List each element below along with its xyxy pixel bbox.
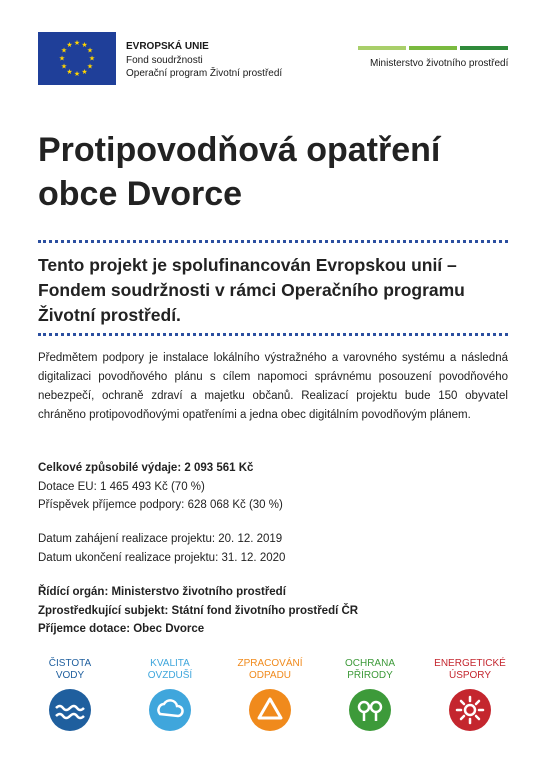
cofinancing-statement: Tento projekt je spolufinancován Evropskou unií – Fondem soudržnosti v rámci Operačního programu Životní prostředí. [38, 255, 465, 325]
icon-nature-protection [325, 658, 415, 732]
dotted-divider-top [38, 240, 508, 243]
total-costs: Celkové způsobilé výdaje: 2 093 561 Kč [38, 462, 254, 474]
page-title: Protipovodňová opatření obce Dvorce [38, 131, 441, 213]
start-date: Datum zahájení realizace projektu: 20. 12. 2019 [38, 533, 283, 545]
dotted-divider-bottom [38, 333, 508, 336]
icon-label: ČISTOTA VODY [48, 658, 92, 681]
water-icon [48, 688, 92, 732]
grant-recipient: Příjemce dotace: Obec Dvorce [38, 623, 205, 635]
priority-icons-row [25, 658, 517, 748]
dates-block [38, 530, 508, 567]
energy-icon [448, 688, 492, 732]
icon-label: ZPRACOVÁNÍ ODPADU [237, 658, 303, 681]
ministry-logo-bars [358, 46, 508, 50]
svg-text:★: ★ [81, 68, 88, 76]
fund-name: Fond soudržnosti [126, 54, 203, 66]
svg-text:★: ★ [86, 62, 94, 71]
eu-program-text [126, 40, 282, 81]
svg-text:★: ★ [60, 62, 68, 71]
recipient-contribution: Příspěvek příjemce podpory: 628 068 Kč (30 %) [38, 499, 283, 511]
eu-name: EVROPSKÁ UNIE [126, 41, 209, 52]
eu-subsidy: Dotace EU: 1 465 493 Kč (70 %) [38, 480, 205, 493]
ministry-name: Ministerstvo životního prostředí [370, 58, 509, 69]
ministry-bar-light [358, 46, 406, 50]
costs-block [38, 459, 508, 515]
bodies-block [38, 583, 508, 639]
svg-text:★: ★ [86, 46, 94, 55]
svg-text:★: ★ [73, 70, 81, 78]
svg-text:★: ★ [81, 41, 88, 49]
svg-text:★: ★ [88, 54, 96, 63]
end-date: Datum ukončení realizace projektu: 31. 12. 2020 [38, 551, 286, 564]
icon-energy-savings [425, 658, 515, 732]
svg-text:★: ★ [66, 68, 73, 76]
managing-authority: Řídící orgán: Ministerstvo životního prostředí [38, 586, 286, 598]
intermediary-body: Zprostředkující subjekt: Státní fond životního prostředí ČR [38, 604, 359, 617]
eu-flag-icon [38, 32, 116, 85]
icon-waste-processing [225, 658, 315, 732]
svg-text:★: ★ [60, 46, 68, 55]
icon-water-quality [25, 658, 115, 732]
svg-text:★: ★ [58, 54, 66, 63]
ministry-bar-mid [409, 46, 457, 50]
nature-icon [348, 688, 392, 732]
icon-air-quality [125, 658, 215, 732]
svg-text:★: ★ [66, 41, 73, 49]
svg-text:★: ★ [73, 39, 81, 47]
ministry-bar-dark [460, 46, 508, 50]
icon-label: OCHRANA PŘÍRODY [344, 658, 395, 681]
air-icon [148, 688, 192, 732]
waste-icon [248, 688, 292, 732]
project-description: Předmětem podpory je instalace lokálního výstražného a varovného systému a následná digitalizaci povodňového plánu s cílem napomoci správnému posouzení povodňového nebezpečí, ochraně zdraví a majetku občanů. Realizací projektu bude 150 obyvatel chráněno protipovodňovými opatřeními a jedna obec digitálním povodňovým plánem. [38, 352, 508, 421]
program-name: Operační program Životní prostředí [126, 68, 283, 79]
icon-label: ENERGETICKÉ ÚSPORY [434, 658, 506, 681]
icon-label: KVALITA OVZDUŠÍ [147, 658, 193, 681]
